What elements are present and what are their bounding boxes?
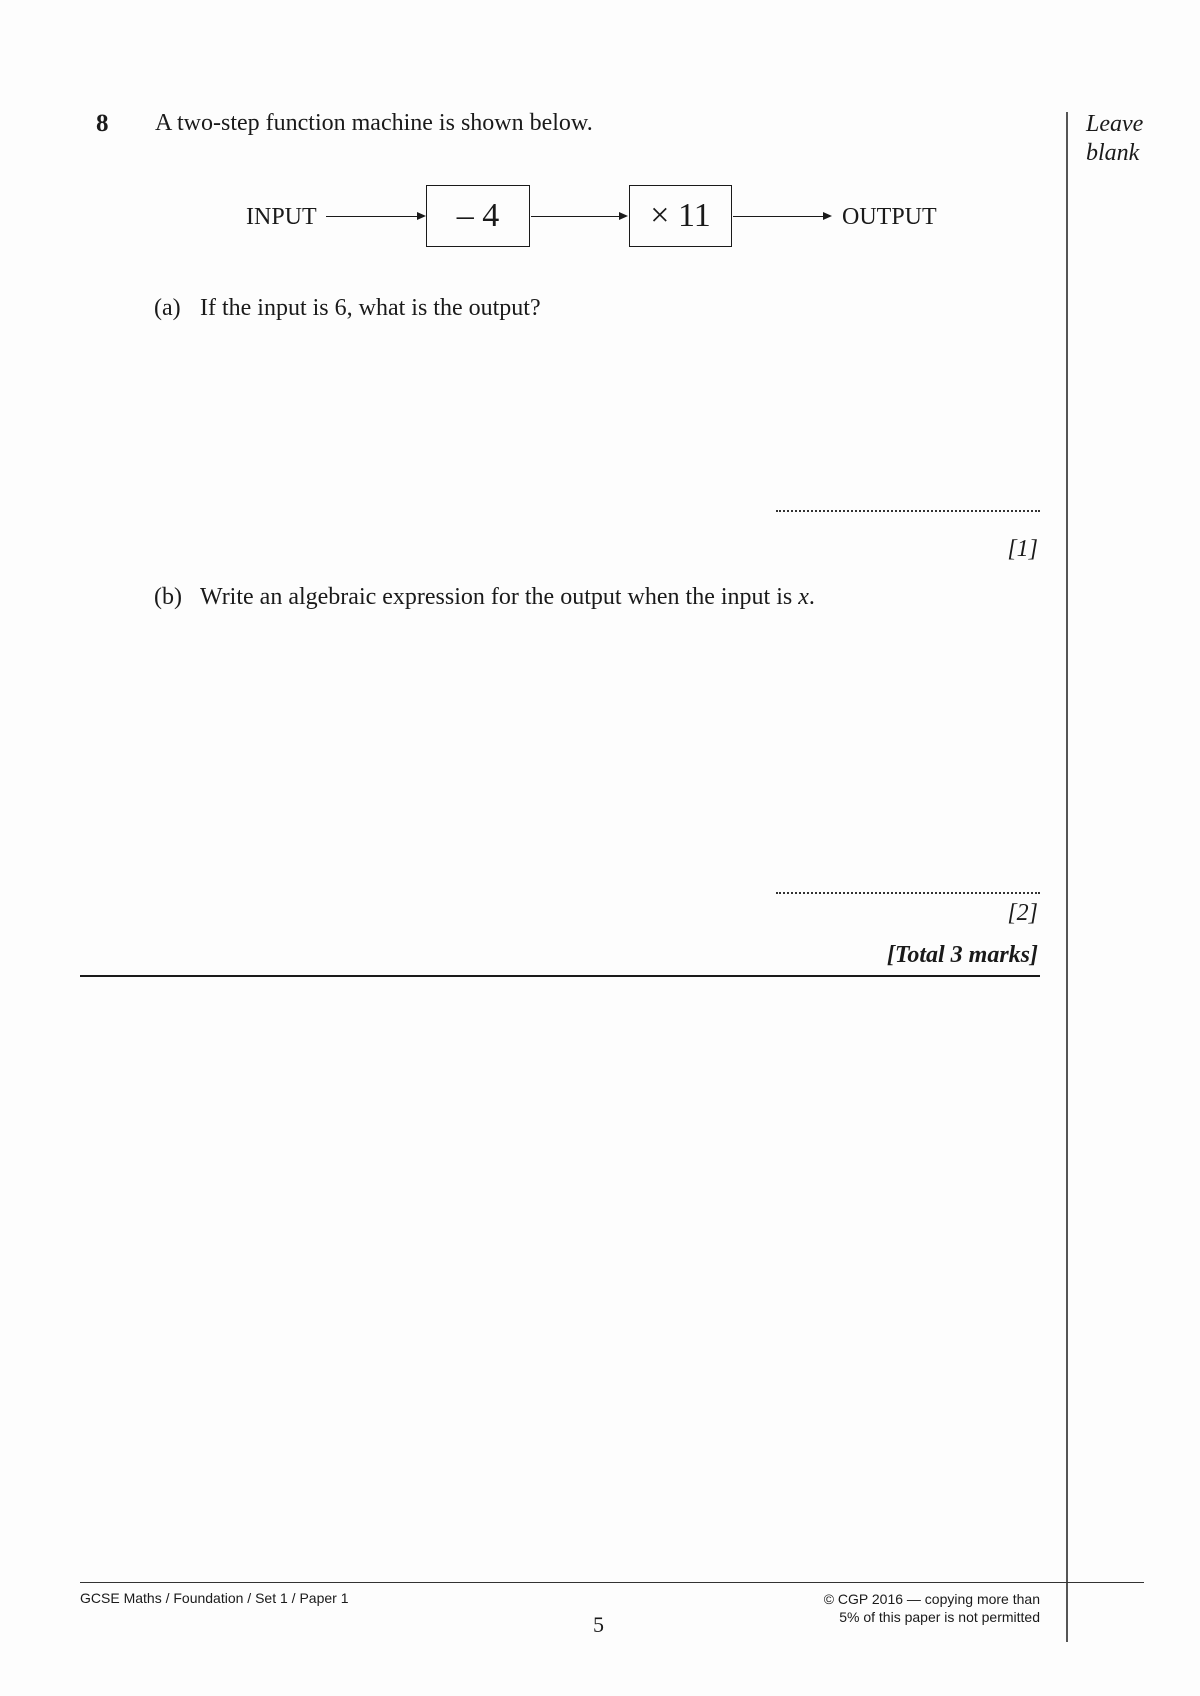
question-divider [80,975,1040,977]
margin-note-line1: Leave [1086,111,1144,137]
part-b-variable: x [798,584,809,610]
question-intro: A two-step function machine is shown below. [155,110,593,136]
step1-box [426,185,530,247]
part-a-marks: [1] [1007,536,1038,562]
margin-note-line2: blank [1086,140,1140,166]
part-a-question: If the input is 6, what is the output? [200,295,541,321]
margin-note [1086,110,1143,168]
footer-rule [80,1582,1144,1583]
footer-copyright-line2: 5% of this paper is not permitted [839,1609,1040,1625]
part-b-question [200,584,815,611]
footer-copyright-line1: © CGP 2016 — copying more than [823,1591,1040,1607]
arrow-input-to-step1 [326,216,424,217]
page-number: 5 [593,1612,604,1637]
part-b-marks: [2] [1007,900,1038,926]
part-b-label: (b) [154,584,182,610]
step1-operation: – 4 [456,197,500,234]
question-number: 8 [96,110,109,137]
step2-operation: × 11 [650,197,711,234]
part-b-text: Write an algebraic expression for the output when the input is [200,584,799,610]
step2-box [629,185,732,247]
part-a-label: (a) [154,295,181,321]
function-machine-diagram [246,180,946,260]
arrow-step2-to-output [733,216,830,217]
part-b-answer-line[interactable] [776,892,1040,894]
part-a-answer-line[interactable] [776,510,1040,512]
margin-rule [1066,112,1068,1642]
arrow-step1-to-step2 [531,216,626,217]
footer-copyright [824,1590,1040,1626]
input-label: INPUT [246,204,317,230]
output-label: OUTPUT [842,204,937,230]
footer-paper-title: GCSE Maths / Foundation / Set 1 / Paper 1 [80,1590,349,1606]
part-b-period: . [808,584,815,610]
total-marks: [Total 3 marks] [886,942,1038,968]
